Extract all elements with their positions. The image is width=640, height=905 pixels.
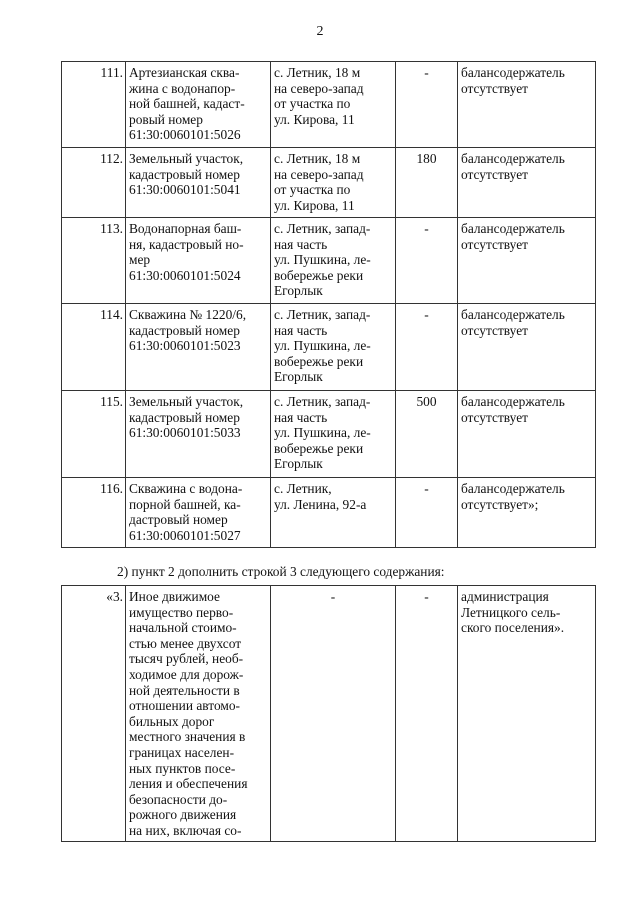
row-number: 111.	[62, 62, 126, 148]
page-number: 2	[316, 24, 324, 39]
property-name-line: кадастровый номер	[129, 409, 240, 425]
property-address	[271, 304, 396, 391]
property-address	[271, 218, 396, 304]
property-name	[126, 586, 271, 842]
table-row	[62, 391, 596, 478]
property-address-line: Егорлык	[274, 456, 323, 472]
property-name-line: стью менее двухсот	[129, 635, 242, 651]
property-area: -	[396, 478, 458, 548]
addition-table	[61, 585, 596, 842]
property-name	[126, 304, 271, 391]
balance-holder-line: отсутствует	[461, 80, 528, 96]
property-name-line: начальной стоимо-	[129, 620, 237, 636]
balance-holder-line: отсутствует	[461, 409, 528, 425]
balance-holder	[458, 148, 596, 218]
property-address-line: от участка по	[274, 96, 351, 112]
property-name-line: безопасности до-	[129, 791, 228, 807]
property-area: 180	[396, 148, 458, 218]
property-name-line: Скважина № 1220/6,	[129, 307, 247, 322]
property-name-line: кадастровый номер	[129, 322, 240, 338]
balance-holder-line: Летницкого сель-	[461, 604, 561, 620]
property-name-line: Артезианская сква-	[129, 65, 240, 80]
balance-holder-line: отсутствует	[461, 166, 528, 182]
balance-holder-line: отсутствует	[461, 322, 528, 338]
property-name-line: ной башней, кадаст-	[129, 96, 245, 112]
property-name-line: ня, кадастровый но-	[129, 236, 244, 252]
balance-holder-line: администрация	[461, 589, 549, 604]
property-address-line: Егорлык	[274, 283, 323, 299]
balance-holder	[458, 62, 596, 148]
property-name-line: Иное движимое	[129, 589, 220, 604]
balance-holder	[458, 478, 596, 548]
property-name-line: 61:30:0060101:5033	[129, 425, 241, 441]
property-name-line: Скважина с водона-	[129, 481, 243, 496]
property-name-line: на них, включая со-	[129, 822, 242, 838]
row-number: «3.	[62, 586, 126, 842]
property-name-line: ных пунктов посе-	[129, 760, 236, 776]
property-address-line: вобережье реки	[274, 353, 364, 369]
balance-holder-line: балансодержатель	[461, 151, 565, 166]
property-address	[271, 391, 396, 478]
property-area: 500	[396, 391, 458, 478]
balance-holder-line: балансодержатель	[461, 481, 565, 496]
balance-holder	[458, 304, 596, 391]
property-area: -	[396, 586, 458, 842]
table-row	[62, 586, 596, 842]
property-address-line: ная часть	[274, 409, 328, 425]
property-name-line: Земельный участок,	[129, 394, 244, 409]
row-number: 112.	[62, 148, 126, 218]
property-address-line: вобережье реки	[274, 440, 364, 456]
property-area: -	[396, 218, 458, 304]
property-address-line: на северо-запад	[274, 80, 364, 96]
property-name-line: ной деятельности в	[129, 682, 240, 698]
table-row	[62, 148, 596, 218]
table-row	[62, 478, 596, 548]
balance-holder-line: балансодержатель	[461, 65, 565, 80]
balance-holder	[458, 218, 596, 304]
property-name-line: тысяч рублей, необ-	[129, 651, 244, 667]
property-address-line: ул. Пушкина, ле-	[274, 252, 371, 268]
table-row	[62, 62, 596, 148]
property-address-line: ная часть	[274, 236, 328, 252]
table-row	[62, 304, 596, 391]
balance-holder-line: ского поселения».	[461, 620, 565, 636]
property-address-line: с. Летник, запад-	[274, 221, 371, 236]
property-name-line: дастровый номер	[129, 512, 228, 528]
property-name	[126, 391, 271, 478]
row-number: 116.	[62, 478, 126, 548]
property-name-line: ровый номер	[129, 111, 203, 127]
table-row	[62, 218, 596, 304]
property-address-line: ул. Пушкина, ле-	[274, 338, 371, 354]
property-address-line: с. Летник,	[274, 481, 332, 496]
property-name-line: 61:30:0060101:5024	[129, 267, 241, 283]
property-name	[126, 218, 271, 304]
property-name	[126, 478, 271, 548]
property-address-line: от участка по	[274, 182, 351, 198]
row-number: 113.	[62, 218, 126, 304]
property-name-line: имущество перво-	[129, 604, 234, 620]
property-name	[126, 62, 271, 148]
property-address-line: ная часть	[274, 322, 328, 338]
balance-holder-line: балансодержатель	[461, 307, 565, 322]
row-number: 114.	[62, 304, 126, 391]
property-name-line: местного значения в	[129, 729, 246, 745]
property-address-line: с. Летник, запад-	[274, 394, 371, 409]
property-address-line: с. Летник, 18 м	[274, 151, 361, 166]
property-address-line: ул. Пушкина, ле-	[274, 425, 371, 441]
property-name-line: ления и обеспечения	[129, 776, 248, 792]
property-name-line: 61:30:0060101:5026	[129, 127, 241, 143]
property-name-line: мер	[129, 252, 151, 268]
property-name-line: 61:30:0060101:5027	[129, 527, 241, 543]
property-name-line: рожного движения	[129, 807, 237, 823]
property-address	[271, 148, 396, 218]
property-address-line: с. Летник, запад-	[274, 307, 371, 322]
balance-holder-line: балансодержатель	[461, 394, 565, 409]
property-name-line: бильных дорог	[129, 713, 215, 729]
balance-holder	[458, 586, 596, 842]
balance-holder	[458, 391, 596, 478]
property-address	[271, 62, 396, 148]
balance-holder-line: отсутствует	[461, 236, 528, 252]
property-address-line: с. Летник, 18 м	[274, 65, 361, 80]
property-name-line: границах населен-	[129, 744, 235, 760]
property-name-line: ходимое для дорож-	[129, 666, 244, 682]
property-address-line: ул. Кирова, 11	[274, 197, 355, 213]
paragraph-amendment: 2) пункт 2 дополнить строкой 3 следующего содержания:	[117, 564, 445, 579]
property-name-line: жина с водонапор-	[129, 80, 236, 96]
property-name-line: кадастровый номер	[129, 166, 240, 182]
property-name-line: Земельный участок,	[129, 151, 244, 166]
property-table	[61, 61, 596, 548]
property-name-line: порной башней, ка-	[129, 496, 241, 512]
property-area: -	[396, 304, 458, 391]
property-name	[126, 148, 271, 218]
row-number: 115.	[62, 391, 126, 478]
property-area: -	[396, 62, 458, 148]
property-address-line: ул. Кирова, 11	[274, 111, 355, 127]
property-address-line: вобережье реки	[274, 267, 364, 283]
property-name-line: 61:30:0060101:5023	[129, 338, 241, 354]
property-address-line: Егорлык	[274, 369, 323, 385]
balance-holder-line: балансодержатель	[461, 221, 565, 236]
property-name-line: 61:30:0060101:5041	[129, 182, 241, 198]
property-address	[271, 478, 396, 548]
balance-holder-line: отсутствует»;	[461, 496, 539, 512]
property-name-line: Водонапорная баш-	[129, 221, 242, 236]
property-name-line: отношении автомо-	[129, 698, 241, 714]
property-address-line: на северо-запад	[274, 166, 364, 182]
property-address-line: ул. Ленина, 92-а	[274, 496, 367, 512]
property-address: -	[271, 586, 396, 842]
